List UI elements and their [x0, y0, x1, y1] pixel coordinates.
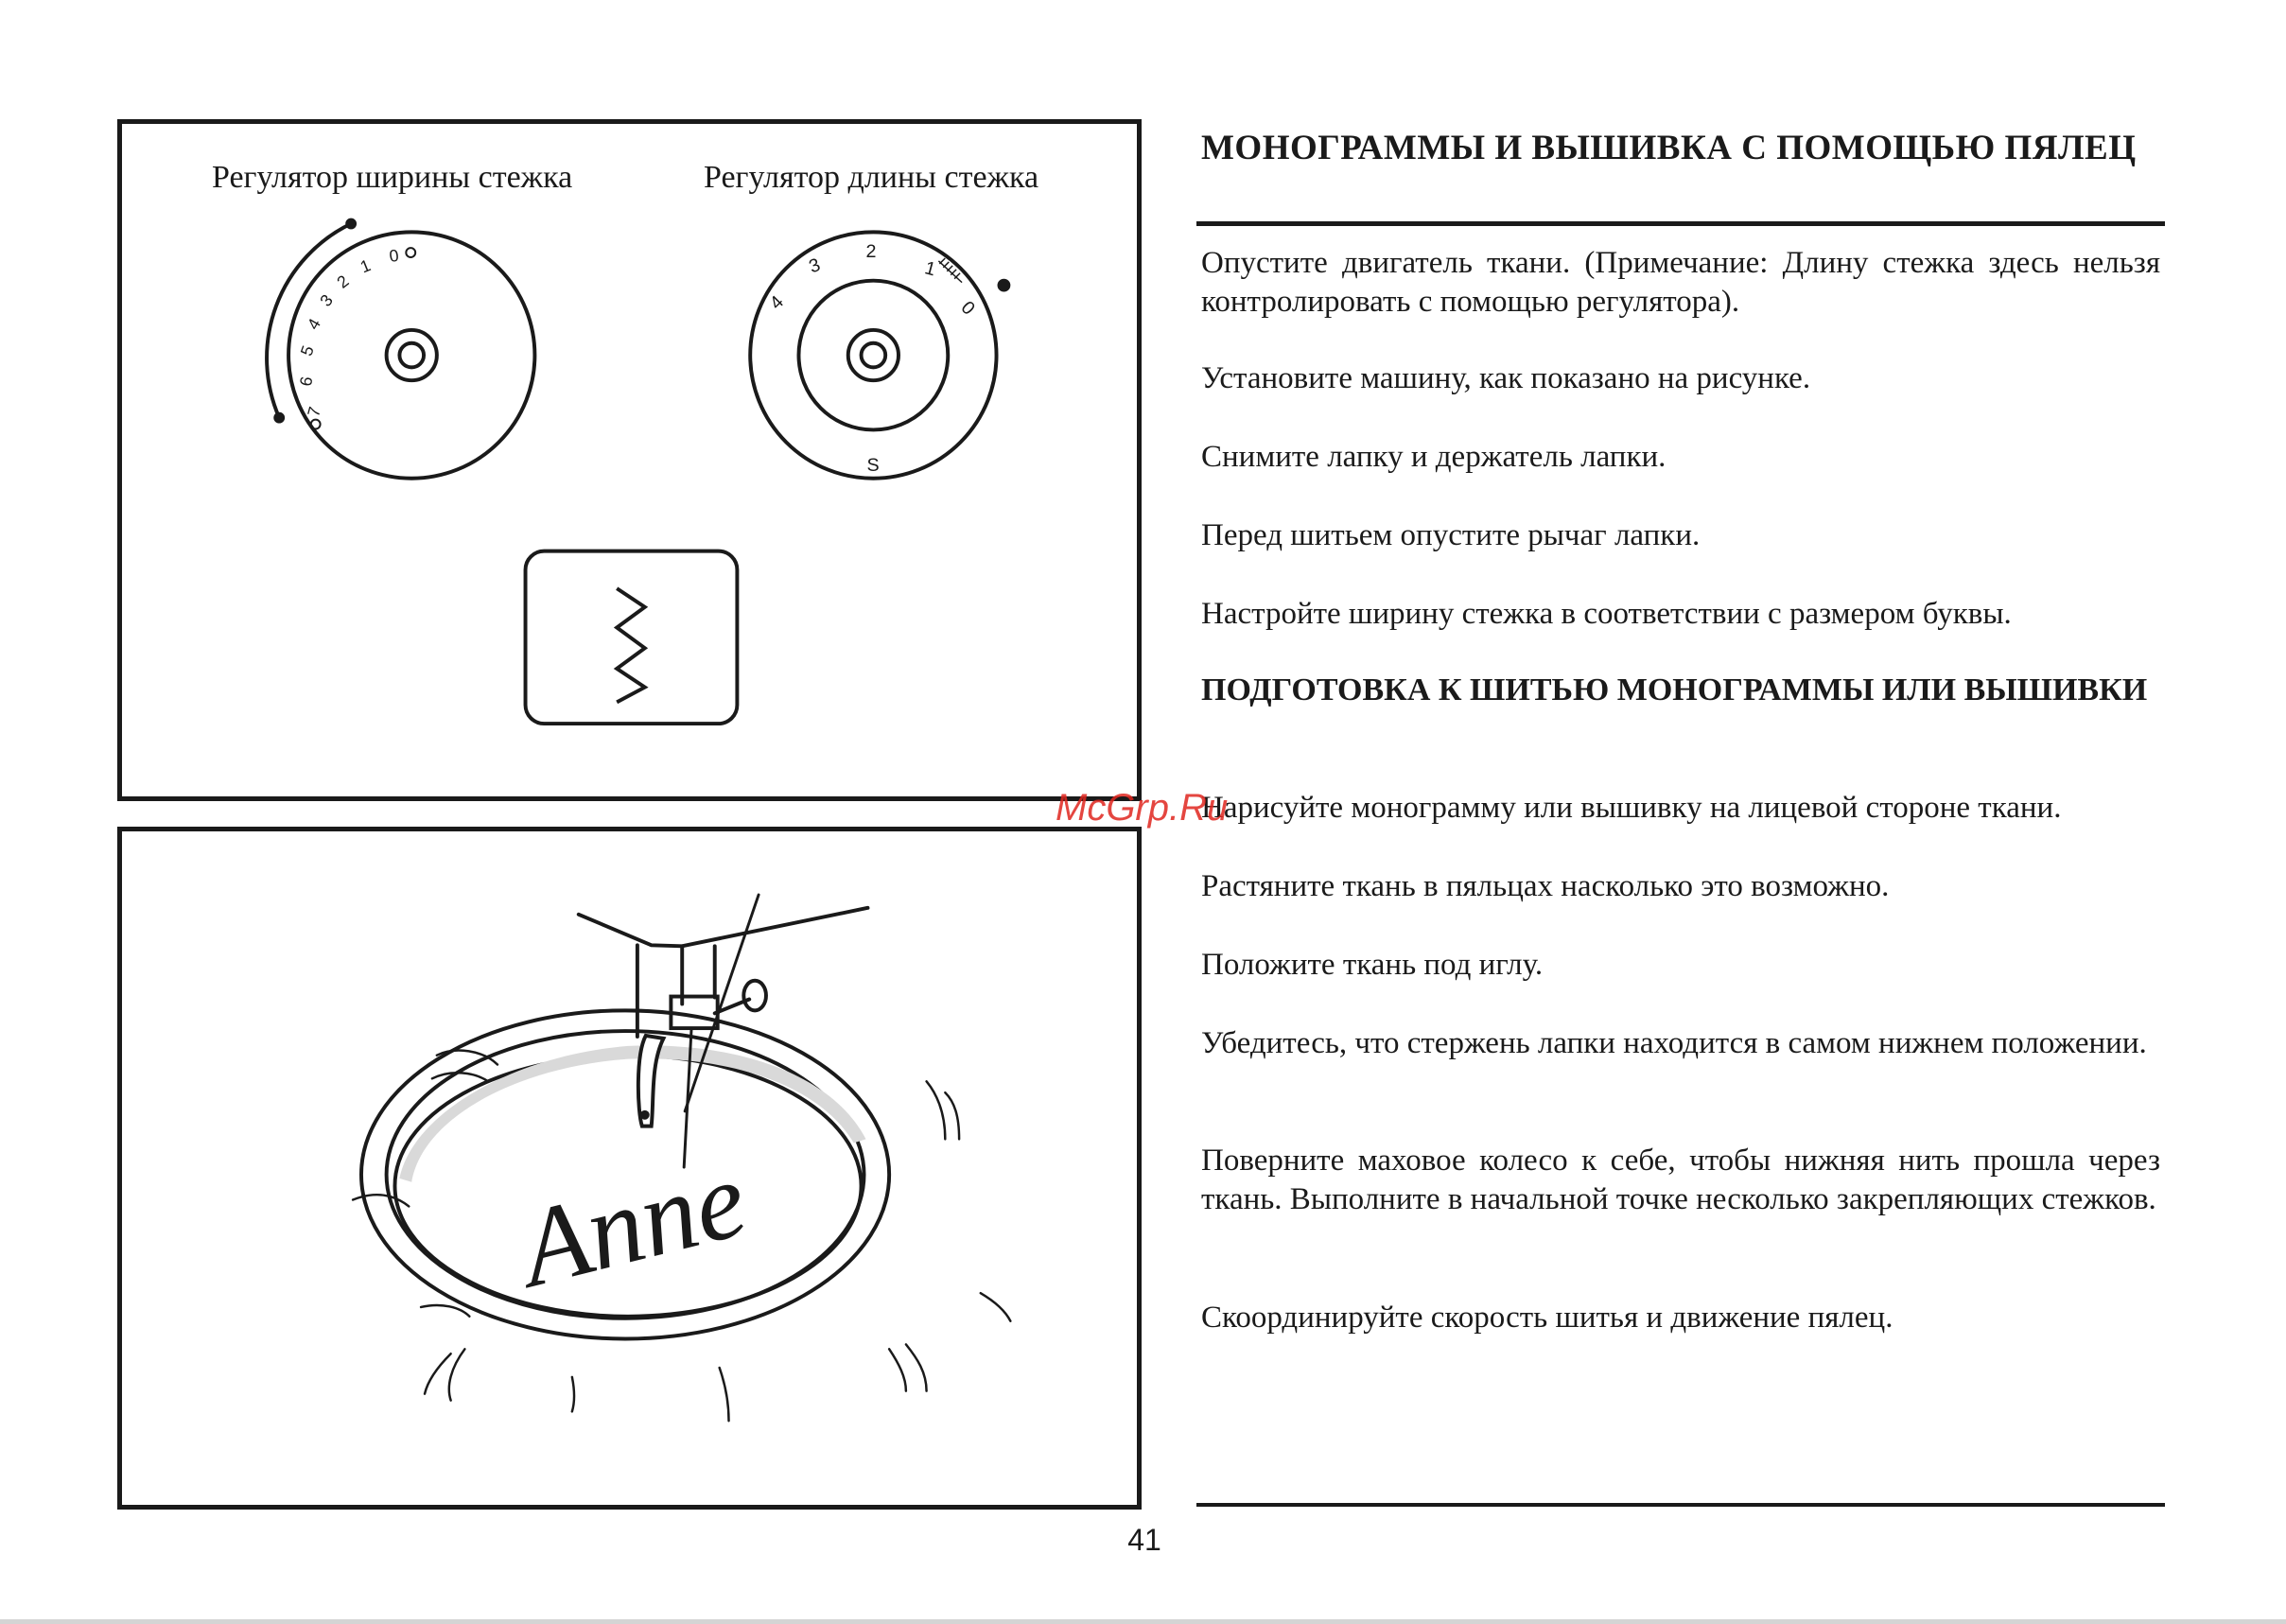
dials-illustration	[122, 124, 1137, 796]
hoop-illustration	[122, 831, 1137, 1505]
page-number: 41	[1127, 1523, 1161, 1557]
section2-paragraph-5: Поверните маховое колесо к себе, чтобы нижняя нить прошла через ткань. Выполните в начальной точке несколько закрепляющих стежков.	[1201, 1144, 2160, 1216]
width-number-7: 7	[304, 404, 325, 419]
length-mark-s: S	[866, 454, 880, 476]
width-dial-end-marker-icon	[406, 248, 415, 257]
section1-paragraph-3: Снимите лапку и держатель лапки.	[1201, 440, 1667, 474]
length-number-0: 0	[956, 297, 979, 320]
length-number-4: 4	[765, 291, 789, 314]
section2-paragraph-2: Растяните ткань в пяльцах насколько это возможно.	[1201, 869, 1890, 903]
section1-paragraph-5: Настройте ширину стежка в соответствии с размером буквы.	[1201, 597, 2012, 631]
bottom-rule	[1196, 1503, 2165, 1507]
width-number-5: 5	[296, 342, 318, 358]
section1-title: МОНОГРАММЫ И ВЫШИВКА С ПОМОЩЬЮ ПЯЛЕЦ	[1201, 129, 2137, 167]
title-underline	[1196, 221, 2165, 226]
page-bottom-edge	[0, 1619, 2286, 1624]
length-number-2: 2	[865, 241, 877, 263]
section2-paragraph-1: Нарисуйте монограмму или вышивку на лицевой стороне ткани.	[1201, 791, 2062, 825]
width-number-6: 6	[295, 375, 317, 388]
section2-paragraph-6: Скоординируйте скорость шитья и движение пялец.	[1201, 1301, 1893, 1335]
length-number-1: 1	[922, 257, 938, 281]
width-number-4: 4	[303, 315, 325, 333]
section1-paragraph-2: Установите машину, как показано на рисунке.	[1201, 361, 1811, 395]
width-number-0: 0	[388, 245, 400, 266]
stitch-length-dial	[750, 232, 1010, 478]
length-dial-label: Регулятор длины стежка	[704, 160, 1039, 195]
width-number-2: 2	[333, 271, 353, 292]
section2-paragraph-4: Убедитесь, что стержень лапки находится в самом нижнем положении.	[1201, 1026, 2147, 1060]
width-dial-label: Регулятор ширины стежка	[212, 160, 573, 195]
zigzag-stitch-icon	[617, 588, 645, 702]
section2-paragraph-3: Положите ткань под иглу.	[1201, 948, 1544, 982]
section1-paragraph-4: Перед шитьем опустите рычаг лапки.	[1201, 518, 1701, 552]
width-dial-start-marker-icon	[311, 420, 321, 429]
width-number-1: 1	[357, 255, 374, 277]
width-number-3: 3	[316, 290, 337, 310]
section1-paragraph-1: Опустите двигатель ткани. (Примечание: Длину стежка здесь нельзя контролировать с помощью регулятора).	[1201, 246, 2160, 319]
monogram-text: Anne	[508, 1137, 758, 1311]
length-number-3: 3	[806, 254, 824, 278]
section2-title: ПОДГОТОВКА К ШИТЬЮ МОНОГРАММЫ ИЛИ ВЫШИВКИ	[1201, 672, 2148, 707]
watermark: McGrp.Ru	[1056, 787, 1229, 829]
zigzag-pattern-key	[526, 551, 738, 724]
dial-figure	[117, 119, 1142, 801]
hoop-figure	[117, 827, 1142, 1510]
width-dial-numbers	[296, 246, 400, 419]
